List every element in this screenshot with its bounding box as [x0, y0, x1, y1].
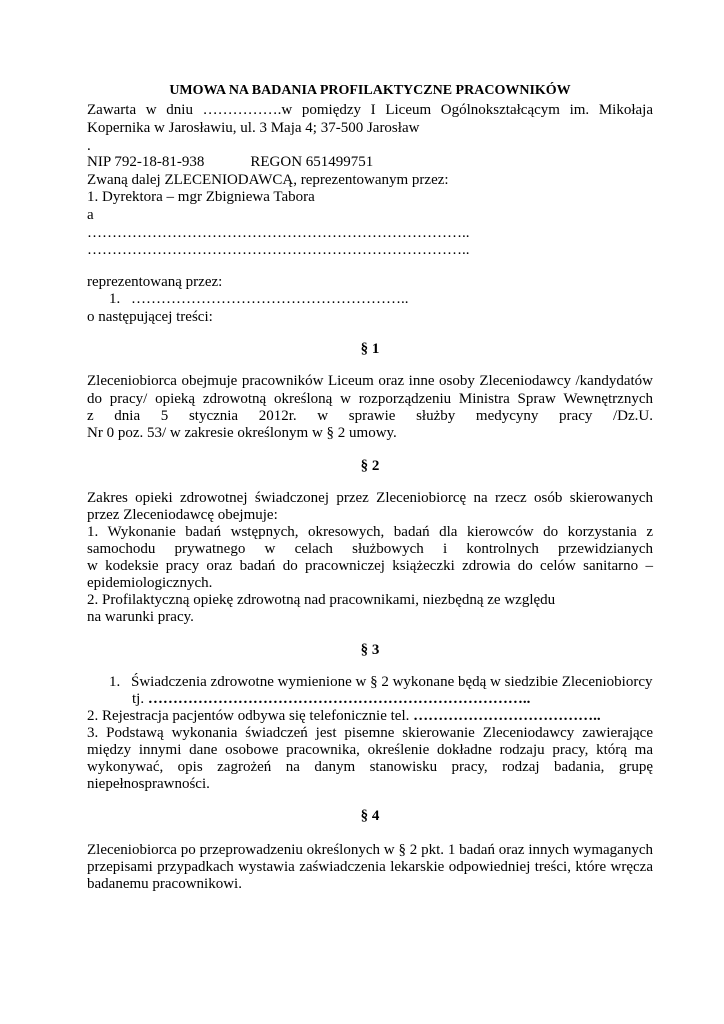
section-1-line: Zleceniobiorca obejmuje pracowników Liceum oraz inne osoby Zleceniodawcy /kandydatów [87, 373, 653, 389]
intro-line-1: Zawarta w dniu …………….w pomiędzy I Liceum Ogólnokształcącym im. Mikołaja [87, 102, 653, 118]
rep-number: 1. [109, 291, 121, 307]
blank-line-2: ………………………………………………………………….. [87, 242, 470, 258]
represented-line: reprezentowaną przez: [87, 274, 223, 290]
section-2-line: samochodu prywatnego w celach służbowych i kontrolnych przewidzianych [87, 541, 653, 557]
director-line: 1. Dyrektora – mgr Zbigniewa Tabora [87, 189, 315, 205]
item-1-text: Świadczenia zdrowotne wymienione w § 2 wykonane będą w siedzibie Zleceniobiorcy [131, 674, 653, 690]
tj-blank: ………………………………………………………………….. [147, 691, 531, 707]
nip-regon-line [87, 153, 653, 171]
intro-line-2: Kopernika w Jarosławiu, ul. 3 Maja 4; 37-500 Jarosław [87, 120, 420, 136]
nip-number: NIP 792-18-81-938 [87, 154, 205, 170]
section-2-line: na warunki pracy. [87, 609, 194, 625]
section-4-line: badanemu pracownikowi. [87, 876, 242, 892]
section-1-line: Nr 0 poz. 53/ w zakresie określonym w § 2 umowy. [87, 425, 397, 441]
section-3-item-3-line: 3. Podstawą wykonania świadczeń jest pisemne skierowanie Zleceniodawcy zawierające [87, 725, 653, 741]
intro-dot: . [87, 138, 91, 154]
tj-label: tj. [132, 691, 145, 707]
section-2-line: przez Zleceniodawcę obejmuje: [87, 507, 278, 523]
section-3-heading: § 3 [360, 642, 380, 658]
section-1-line: do pracy/ opieką zdrowotną określoną w rozporządzeniu Ministra Spraw Wewnętrznych [87, 391, 653, 407]
section-2-line: 2. Profilaktyczną opiekę zdrowotną nad pracownikami, niezbędną ze względu [87, 592, 556, 608]
section-3-item-1 [87, 673, 653, 691]
regon-number: REGON 651499751 [250, 154, 374, 170]
following-line: o następującej treści: [87, 309, 213, 325]
representative-line [87, 290, 653, 308]
section-2-heading: § 2 [360, 458, 380, 474]
section-3-item-3-line: wykonywać, opis zagrożeń na danym stanowisku pracy, rodzaj badania, grupę [87, 759, 653, 775]
item-1-number: 1. [109, 674, 121, 690]
document-title: UMOWA NA BADANIA PROFILAKTYCZNE PRACOWNIKÓW [169, 83, 571, 98]
rep-blank: ……………………………………………….. [131, 291, 409, 307]
section-2-line: 1. Wykonanie badań wstępnych, okresowych, badań dla kierowców do korzystania z [87, 524, 653, 540]
section-2-line: Zakres opieki zdrowotnej świadczonej przez Zleceniobiorcę na rzecz osób skierowanych [87, 490, 653, 506]
and-line: a [87, 207, 94, 223]
section-1-line: z dnia 5 stycznia 2012r. w sprawie służby medycyny pracy /Dz.U. [87, 408, 653, 424]
section-1-heading: § 1 [360, 341, 380, 357]
section-3-item-2 [87, 707, 653, 725]
section-4-line: Zleceniobiorca po przeprowadzeniu określonych w § 2 pkt. 1 badań oraz innych wymaganych [87, 842, 653, 858]
section-3-item-3-line: między innymi dane osobowe pracownika, określenie dokładne rodzaju pracy, którą ma [87, 742, 653, 758]
client-line: Zwaną dalej ZLECENIODAWCĄ, reprezentowanym przez: [87, 172, 449, 188]
section-2-line: w kodeksie pracy oraz badań do pracowniczej książeczki zdrowia do celów sanitarno – [87, 558, 653, 574]
section-3-item-1-continuation [87, 690, 653, 708]
item-2-text: 2. Rejestracja pacjentów odbywa się telefonicznie tel. [87, 708, 410, 724]
section-2-line: epidemiologicznych. [87, 575, 213, 591]
blank-line-1: ………………………………………………………………….. [87, 225, 470, 241]
section-4-heading: § 4 [360, 808, 380, 824]
section-3-item-3-line: niepełnosprawności. [87, 776, 210, 792]
section-4-line: przepisami przypadkach wystawia zaświadczenia lekarskie odpowiedniej treści, które wręcza [87, 859, 653, 875]
phone-blank: ……………………………….. [413, 708, 601, 724]
